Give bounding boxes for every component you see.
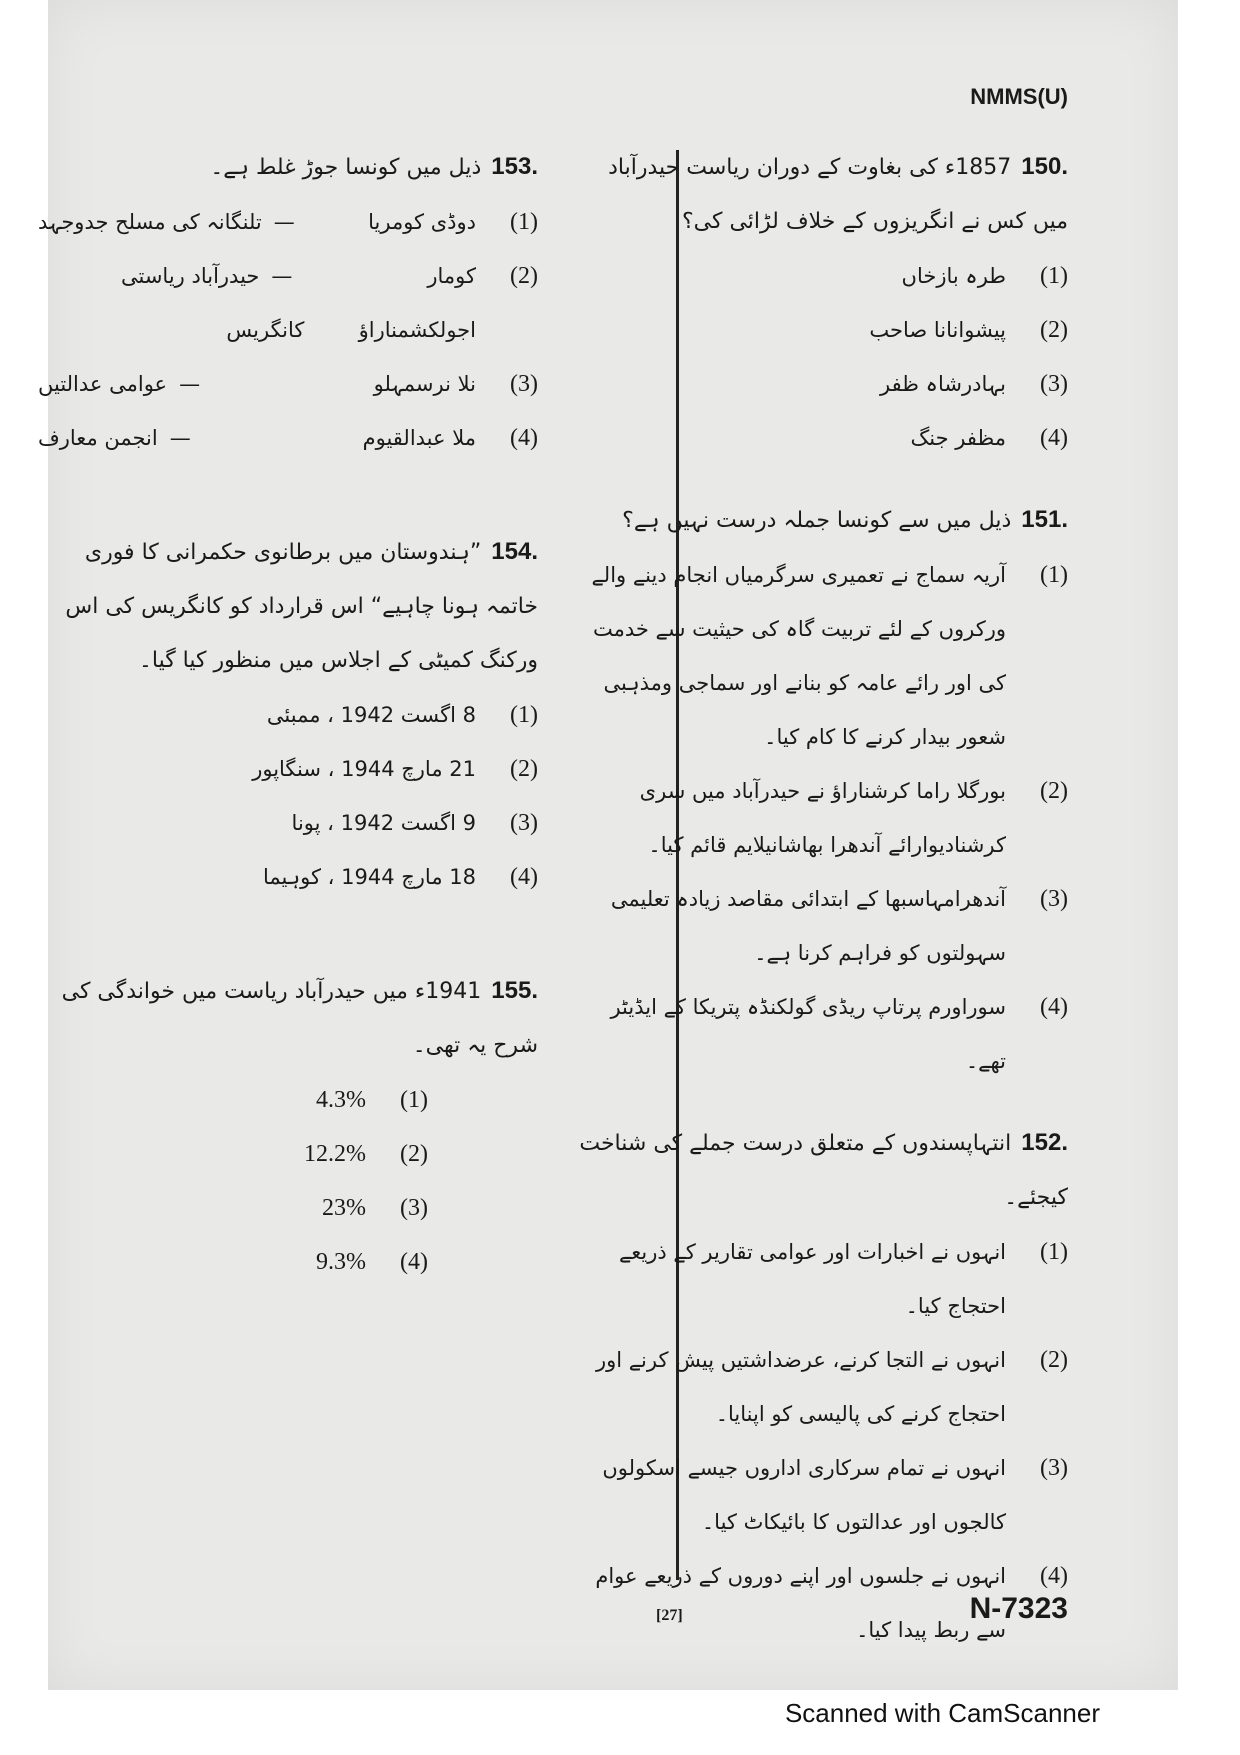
option-3: (3) نلا نرسمہلو —عوامی عدالتیں [38, 371, 538, 397]
option-1: (1) آریہ سماج نے تعمیری سرگرمیاں انجام دینے والے ورکروں کے لئے تربیت گاہ کی حیثیت سے خدمت کی اور رائے عامہ کو بنانے اور سماجی ومذہبی شعور بیدار کرنے کا کام کیا۔ [591, 562, 1068, 749]
question-stem: 1941ء میں حیدرآباد ریاست میں خواندگی کی شرح یہ تھی۔ [61, 979, 538, 1058]
question-number: 150. [1021, 153, 1068, 180]
option-3: (3) 23% [322, 1195, 428, 1221]
option-3: (3) آندھرامہاسبھا کے ابتدائی مقاصد زیادہ تعلیمی سہولتوں کو فراہم کرنا ہے۔ [610, 886, 1068, 965]
left-column [38, 140, 538, 1317]
option-2: (2) بورگلا راما کرشناراؤ نے حیدرآباد میں سری کرشنادیوارائے آندھرا بھاشانیلایم قائم کیا۔ [639, 778, 1068, 857]
page-number: [27] [656, 1607, 683, 1624]
question-stem: ذیل میں کونسا جوڑ غلط ہے۔ [210, 155, 482, 180]
option-2: (2) انہوں نے التجا کرنے، عرضداشتیں پیش کرنے اور احتجاج کرنے کی پالیسی کو اپنایا۔ [595, 1347, 1068, 1426]
option-4: (4) ملا عبدالقیوم —انجمن معارف [38, 425, 538, 451]
option-3: (3) انہوں نے تمام سرکاری اداروں جیسے اسکولوں کالجوں اور عدالتوں کا بائیکاٹ کیا۔ [602, 1455, 1068, 1534]
question-152 [568, 1116, 1068, 1657]
option-1: (1) انہوں نے اخبارات اور عوامی تقاریر کے ذریعے احتجاج کیا۔ [618, 1239, 1068, 1318]
option-1: (1) طرہ بازخاں [901, 263, 1068, 289]
exam-page [38, 0, 1178, 1690]
option-3: (3) بہادرشاہ ظفر [880, 371, 1068, 397]
question-stem: انتہاپسندوں کے متعلق درست جملے کی شناخت کیجئے۔ [579, 1131, 1068, 1210]
question-153 [38, 140, 538, 465]
option-4: (4) 18 مارچ 1944 ، کوہیما [262, 864, 538, 890]
right-column [568, 140, 1068, 1685]
question-stem: 1857ء کی بغاوت کے دوران ریاست حیدرآباد میں کس نے انگریزوں کے خلاف لڑائی کی؟ [608, 155, 1068, 234]
option-2: (2) پیشوانانا صاحب [869, 317, 1068, 343]
question-number: 153. [491, 153, 538, 180]
option-1: (1) 8 اگست 1942 ، ممبئی [266, 702, 538, 728]
option-4: (4) سوراورم پرتاپ ریڈی گولکنڈہ پتریکا کے ایڈیٹر تھے۔ [610, 994, 1068, 1073]
question-number: 151. [1021, 506, 1068, 533]
option-3: (3) 9 اگست 1942 ، پونا [291, 810, 538, 836]
option-2: (2) 12.2% [304, 1141, 428, 1167]
question-151 [568, 493, 1068, 1088]
question-number: 152. [1021, 1129, 1068, 1156]
option-1: (1) دوڈی کومریا —تلنگانہ کی مسلح جدوجہد [38, 209, 538, 235]
camscanner-watermark: Scanned with CamScanner [784, 1698, 1100, 1728]
question-number: 155. [491, 977, 538, 1004]
question-stem: ”ہندوستان میں برطانوی حکمرانی کا فوری خاتمہ ہونا چاہیے“ اس قرارداد کو کانگریس کی اس ورکنگ کمیٹی کے اجلاس میں منظور کیا گیا۔ [65, 540, 538, 673]
question-154 [38, 525, 538, 904]
option-4: (4) 9.3% [316, 1249, 428, 1275]
question-stem: ذیل میں سے کونسا جملہ درست نہیں ہے؟ [622, 508, 1012, 533]
option-4: (4) مظفر جنگ [910, 425, 1068, 451]
exam-code-footer: N-7323 [969, 1592, 1068, 1625]
question-150 [568, 140, 1068, 465]
option-4: (4) انہوں نے جلسوں اور اپنے دوروں کے ذریعے عوام سے ربط پیدا کیا۔ [595, 1563, 1068, 1642]
question-number: 154. [491, 538, 538, 565]
option-2: (2) کومار اجولکشمناراؤ —حیدرآباد ریاستی کانگریس [120, 263, 538, 342]
option-1: (1) 4.3% [316, 1087, 428, 1113]
question-155 [38, 964, 538, 1289]
option-2: (2) 21 مارچ 1944 ، سنگاپور [252, 756, 538, 782]
exam-code-header: NMMS(U) [970, 84, 1068, 109]
